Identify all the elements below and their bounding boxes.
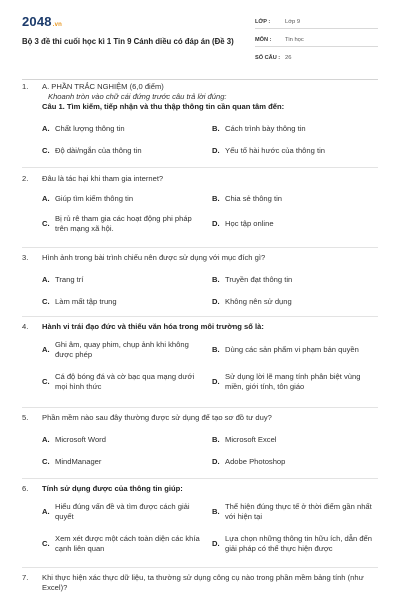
meta-grade-value: Lớp 9 — [285, 18, 301, 25]
option-key: A. — [42, 507, 50, 516]
option-a[interactable] — [42, 502, 212, 521]
option-d[interactable] — [212, 372, 378, 391]
question-divider — [22, 478, 378, 479]
option-b[interactable] — [212, 502, 378, 521]
question-text: Tính sử dụng được của thông tin giúp: — [42, 484, 183, 493]
option-text: Thể hiện đúng thực tế ở thời điểm gần nhất với hiện tại — [225, 502, 372, 521]
option-text: Ghi âm, quay phim, chụp ảnh khi không được phép — [55, 340, 189, 359]
meta-subject-row — [255, 33, 378, 47]
site-logo[interactable] — [22, 14, 62, 29]
option-key: D. — [212, 377, 220, 386]
option-d[interactable] — [212, 457, 285, 467]
option-key: C. — [42, 539, 50, 548]
option-text: Chia sẻ thông tin — [225, 194, 282, 203]
option-key: D. — [212, 219, 220, 229]
option-text: Giúp tìm kiếm thông tin — [55, 194, 134, 203]
question-5 — [22, 413, 378, 475]
option-key: D. — [212, 297, 220, 307]
option-key: B. — [212, 345, 220, 355]
option-b[interactable] — [212, 435, 276, 445]
logo-text: 2048 — [22, 14, 52, 29]
option-text: Yếu tố hài hước của thông tin — [225, 146, 325, 155]
question-7 — [22, 573, 378, 593]
option-text: Cách trình bày thông tin — [225, 124, 306, 133]
option-b[interactable] — [212, 345, 359, 355]
option-c[interactable] — [42, 372, 212, 391]
question-text: Câu 1. Tìm kiếm, tiếp nhận và thu thập thông tin cần quan tâm đến: — [42, 102, 285, 111]
option-key: D. — [212, 457, 220, 467]
option-text: Hiểu đúng vấn đề và tìm được cách giải quyết — [55, 502, 190, 521]
question-number: 7. — [22, 573, 29, 582]
option-d[interactable] — [212, 534, 378, 553]
option-text: Lựa chọn những thông tin hữu ích, dẫn đến giải pháp có thể thực hiện được — [225, 534, 372, 553]
option-a[interactable] — [42, 435, 106, 445]
option-b[interactable] — [212, 194, 282, 204]
question-number: 2. — [22, 174, 29, 183]
option-b[interactable] — [212, 275, 292, 285]
option-key: B. — [212, 194, 220, 204]
option-d[interactable] — [212, 146, 325, 156]
question-text: Hình ảnh trong bài trình chiếu nên được sử dụng với mục đích gì? — [42, 253, 266, 262]
meta-count-label: SỐ CÂU : — [255, 54, 281, 61]
section-heading: A. PHẦN TRẮC NGHIỆM (6,0 điểm) — [42, 82, 164, 91]
logo-suffix: .vn — [52, 22, 63, 28]
option-a[interactable] — [42, 194, 133, 204]
option-text: Cá độ bóng đá và cờ bạc qua mạng dưới mọi hình thức — [55, 372, 195, 391]
option-key: B. — [212, 435, 220, 445]
option-text: Độ dài/ngắn của thông tin — [55, 146, 142, 155]
option-text: Truyền đạt thông tin — [225, 275, 293, 284]
option-a[interactable] — [42, 275, 83, 285]
question-number: 5. — [22, 413, 29, 422]
question-number: 4. — [22, 322, 29, 331]
option-c[interactable] — [42, 297, 117, 307]
question-number: 1. — [22, 82, 29, 91]
meta-grade-row — [255, 15, 378, 29]
question-3 — [22, 253, 378, 315]
meta-subject-label: MÔN : — [255, 36, 272, 43]
question-text: Hành vi trái đạo đức và thiếu văn hóa trong môi trường số là: — [42, 322, 264, 331]
option-text: Trang trí — [55, 275, 84, 284]
option-key: B. — [212, 275, 220, 285]
document-header — [22, 12, 378, 68]
option-text: Xem xét được một cách toàn diện các khía cạnh liên quan — [55, 534, 200, 553]
question-divider — [22, 167, 378, 168]
option-key: C. — [42, 146, 50, 156]
meta-grade-label: LỚP : — [255, 18, 271, 25]
option-key: C. — [42, 377, 50, 386]
option-text: Adobe Photoshop — [225, 457, 286, 466]
option-key: B. — [212, 124, 220, 134]
option-text: Bị rủ rê tham gia các hoạt động phi pháp trên mạng xã hội. — [55, 214, 192, 233]
option-text: Làm mất tập trung — [55, 297, 117, 306]
option-text: Microsoft Excel — [225, 435, 277, 444]
option-key: A. — [42, 124, 50, 134]
question-1 — [22, 82, 378, 162]
option-d[interactable] — [212, 219, 274, 229]
question-number: 6. — [22, 484, 29, 493]
meta-count-value: 26 — [285, 54, 292, 61]
question-text: Khi thực hiện xác thực dữ liệu, ta thường sử dụng công cụ nào trong phần mềm bảng tính (như Excel)? — [42, 573, 364, 592]
question-divider — [22, 407, 378, 408]
document-title: Bộ 3 đề thi cuối học kì 1 Tin 9 Cánh diều có đáp án (Đề 3) — [22, 37, 234, 46]
option-d[interactable] — [212, 297, 292, 307]
option-c[interactable] — [42, 457, 101, 467]
option-text: Học tập online — [225, 219, 274, 228]
option-key: A. — [42, 435, 50, 445]
question-divider — [22, 247, 378, 248]
option-key: A. — [42, 194, 50, 204]
header-divider — [22, 79, 378, 80]
instruction-text: Khoanh tròn vào chữ cái đứng trước câu trả lời đúng: — [48, 92, 227, 101]
question-4 — [22, 322, 378, 400]
option-key: A. — [42, 275, 50, 285]
question-text: Đâu là tác hại khi tham gia internet? — [42, 174, 164, 183]
option-text: Sử dụng lời lẽ mang tính phân biệt vùng miền, giới tính, tôn giáo — [225, 372, 361, 391]
option-a[interactable] — [42, 124, 125, 134]
option-key: A. — [42, 345, 50, 354]
option-a[interactable] — [42, 340, 212, 359]
question-divider — [22, 316, 378, 317]
question-text: Phần mềm nào sau đây thường được sử dụng để tạo sơ đồ tư duy? — [42, 413, 272, 422]
document-meta — [255, 15, 378, 68]
option-c[interactable] — [42, 146, 142, 156]
option-c[interactable] — [42, 534, 212, 553]
question-divider — [22, 567, 378, 568]
option-c[interactable] — [42, 214, 212, 233]
option-key: C. — [42, 219, 50, 228]
option-text: Không nên sử dụng — [225, 297, 292, 306]
option-b[interactable] — [212, 124, 306, 134]
option-text: MindManager — [55, 457, 102, 466]
question-6 — [22, 484, 378, 564]
meta-subject-value: Tin học — [285, 36, 304, 43]
option-key: C. — [42, 297, 50, 307]
option-key: D. — [212, 146, 220, 156]
option-text: Chất lượng thông tin — [55, 124, 125, 133]
option-text: Microsoft Word — [55, 435, 106, 444]
option-key: D. — [212, 539, 220, 548]
option-text: Dùng các sản phẩm vi phạm bản quyền — [225, 345, 359, 354]
question-2 — [22, 174, 378, 244]
question-number: 3. — [22, 253, 29, 262]
option-key: B. — [212, 507, 220, 516]
meta-count-row — [255, 51, 378, 64]
option-key: C. — [42, 457, 50, 467]
